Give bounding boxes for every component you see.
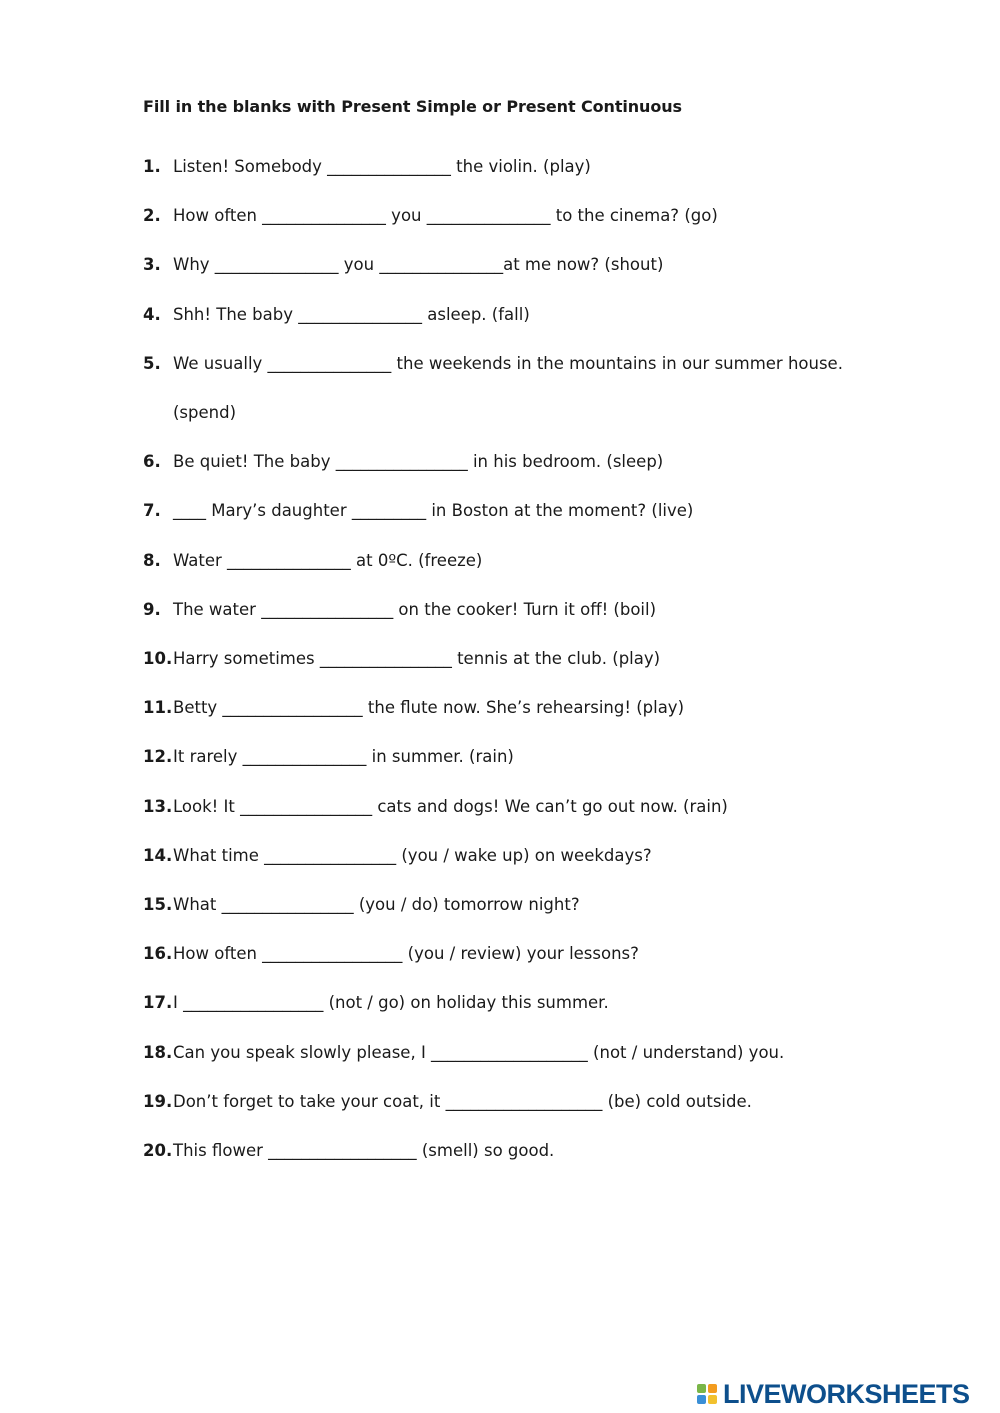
item-number: 18. xyxy=(143,1042,173,1062)
item-number: 19. xyxy=(143,1091,173,1111)
item-number: 15. xyxy=(143,894,173,914)
exercise-item xyxy=(143,797,903,846)
exercise-item xyxy=(143,600,903,649)
item-text: Can you speak slowly please, I ___________________ (not / understand) you. xyxy=(173,1042,785,1062)
item-text: We usually _______________ the weekends in the mountains in our summer house. xyxy=(173,353,843,373)
liveworksheets-logo xyxy=(697,1379,970,1409)
exercise-item xyxy=(143,354,903,453)
item-text: Harry sometimes ________________ tennis at the club. (play) xyxy=(173,649,661,668)
exercise-list xyxy=(143,157,903,1190)
logo-squares-icon xyxy=(697,1384,717,1404)
exercise-item xyxy=(143,157,903,206)
item-text: What ________________ (you / do) tomorrow night? xyxy=(173,894,580,914)
exercise-item xyxy=(143,452,903,501)
exercise-item xyxy=(143,698,903,747)
item-number: 11. xyxy=(143,698,173,718)
exercise-item xyxy=(143,1141,903,1190)
item-number: 17. xyxy=(143,993,173,1013)
item-text: Don’t forget to take your coat, it ___________________ (be) cold outside. xyxy=(173,1091,752,1111)
item-number: 7. xyxy=(143,501,161,521)
exercise-item xyxy=(143,895,903,944)
worksheet-title: Fill in the blanks with Present Simple or Present Continuous xyxy=(143,97,682,116)
item-text: Water _______________ at 0ºC. (freeze) xyxy=(173,550,483,570)
exercise-item xyxy=(143,649,903,698)
logo-text: LIVEWORKSHEETS xyxy=(723,1378,970,1409)
item-number: 16. xyxy=(143,944,173,964)
item-text: Be quiet! The baby ________________ in his bedroom. (sleep) xyxy=(173,452,664,472)
item-text: How often _________________ (you / review) your lessons? xyxy=(173,944,639,964)
item-number: 8. xyxy=(143,550,161,570)
item-text: How often _______________ you _______________ to the cinema? (go) xyxy=(173,206,718,226)
item-text: Look! It ________________ cats and dogs! We can’t go out now. (rain) xyxy=(173,796,728,816)
item-text: This flower __________________ (smell) so good. xyxy=(173,1140,555,1160)
exercise-item xyxy=(143,501,903,550)
exercise-item xyxy=(143,846,903,895)
exercise-item xyxy=(143,305,903,354)
item-number: 5. xyxy=(143,353,161,373)
exercise-item xyxy=(143,944,903,993)
item-text: It rarely _______________ in summer. (rain) xyxy=(173,747,514,767)
item-number: 13. xyxy=(143,796,173,816)
exercise-item xyxy=(143,206,903,255)
item-number: 9. xyxy=(143,599,161,619)
item-number: 12. xyxy=(143,747,173,767)
exercise-item xyxy=(143,747,903,796)
item-text: Listen! Somebody _______________ the violin. (play) xyxy=(173,157,591,176)
item-number: 14. xyxy=(143,845,173,865)
item-text: I _________________ (not / go) on holiday this summer. xyxy=(173,993,609,1013)
exercise-item xyxy=(143,551,903,600)
item-number: 6. xyxy=(143,452,161,472)
exercise-item xyxy=(143,1092,903,1141)
exercise-item xyxy=(143,1043,903,1092)
item-text-continuation: (spend) xyxy=(173,402,237,422)
item-text: Why _______________ you _______________at me now? (shout) xyxy=(173,255,664,275)
item-text: Shh! The baby _______________ asleep. (fall) xyxy=(173,304,530,324)
item-text: What time ________________ (you / wake up) on weekdays? xyxy=(173,845,652,865)
item-number: 20. xyxy=(143,1140,173,1160)
exercise-item xyxy=(143,255,903,304)
item-number: 10. xyxy=(143,649,173,668)
item-number: 3. xyxy=(143,255,161,275)
item-number: 4. xyxy=(143,304,161,324)
item-number: 2. xyxy=(143,206,161,226)
item-text: Betty _________________ the flute now. She’s rehearsing! (play) xyxy=(173,698,685,718)
exercise-item xyxy=(143,993,903,1042)
item-number: 1. xyxy=(143,157,161,176)
item-text: ____ Mary’s daughter _________ in Boston at the moment? (live) xyxy=(173,501,694,521)
item-text: The water ________________ on the cooker! Turn it off! (boil) xyxy=(173,599,657,619)
